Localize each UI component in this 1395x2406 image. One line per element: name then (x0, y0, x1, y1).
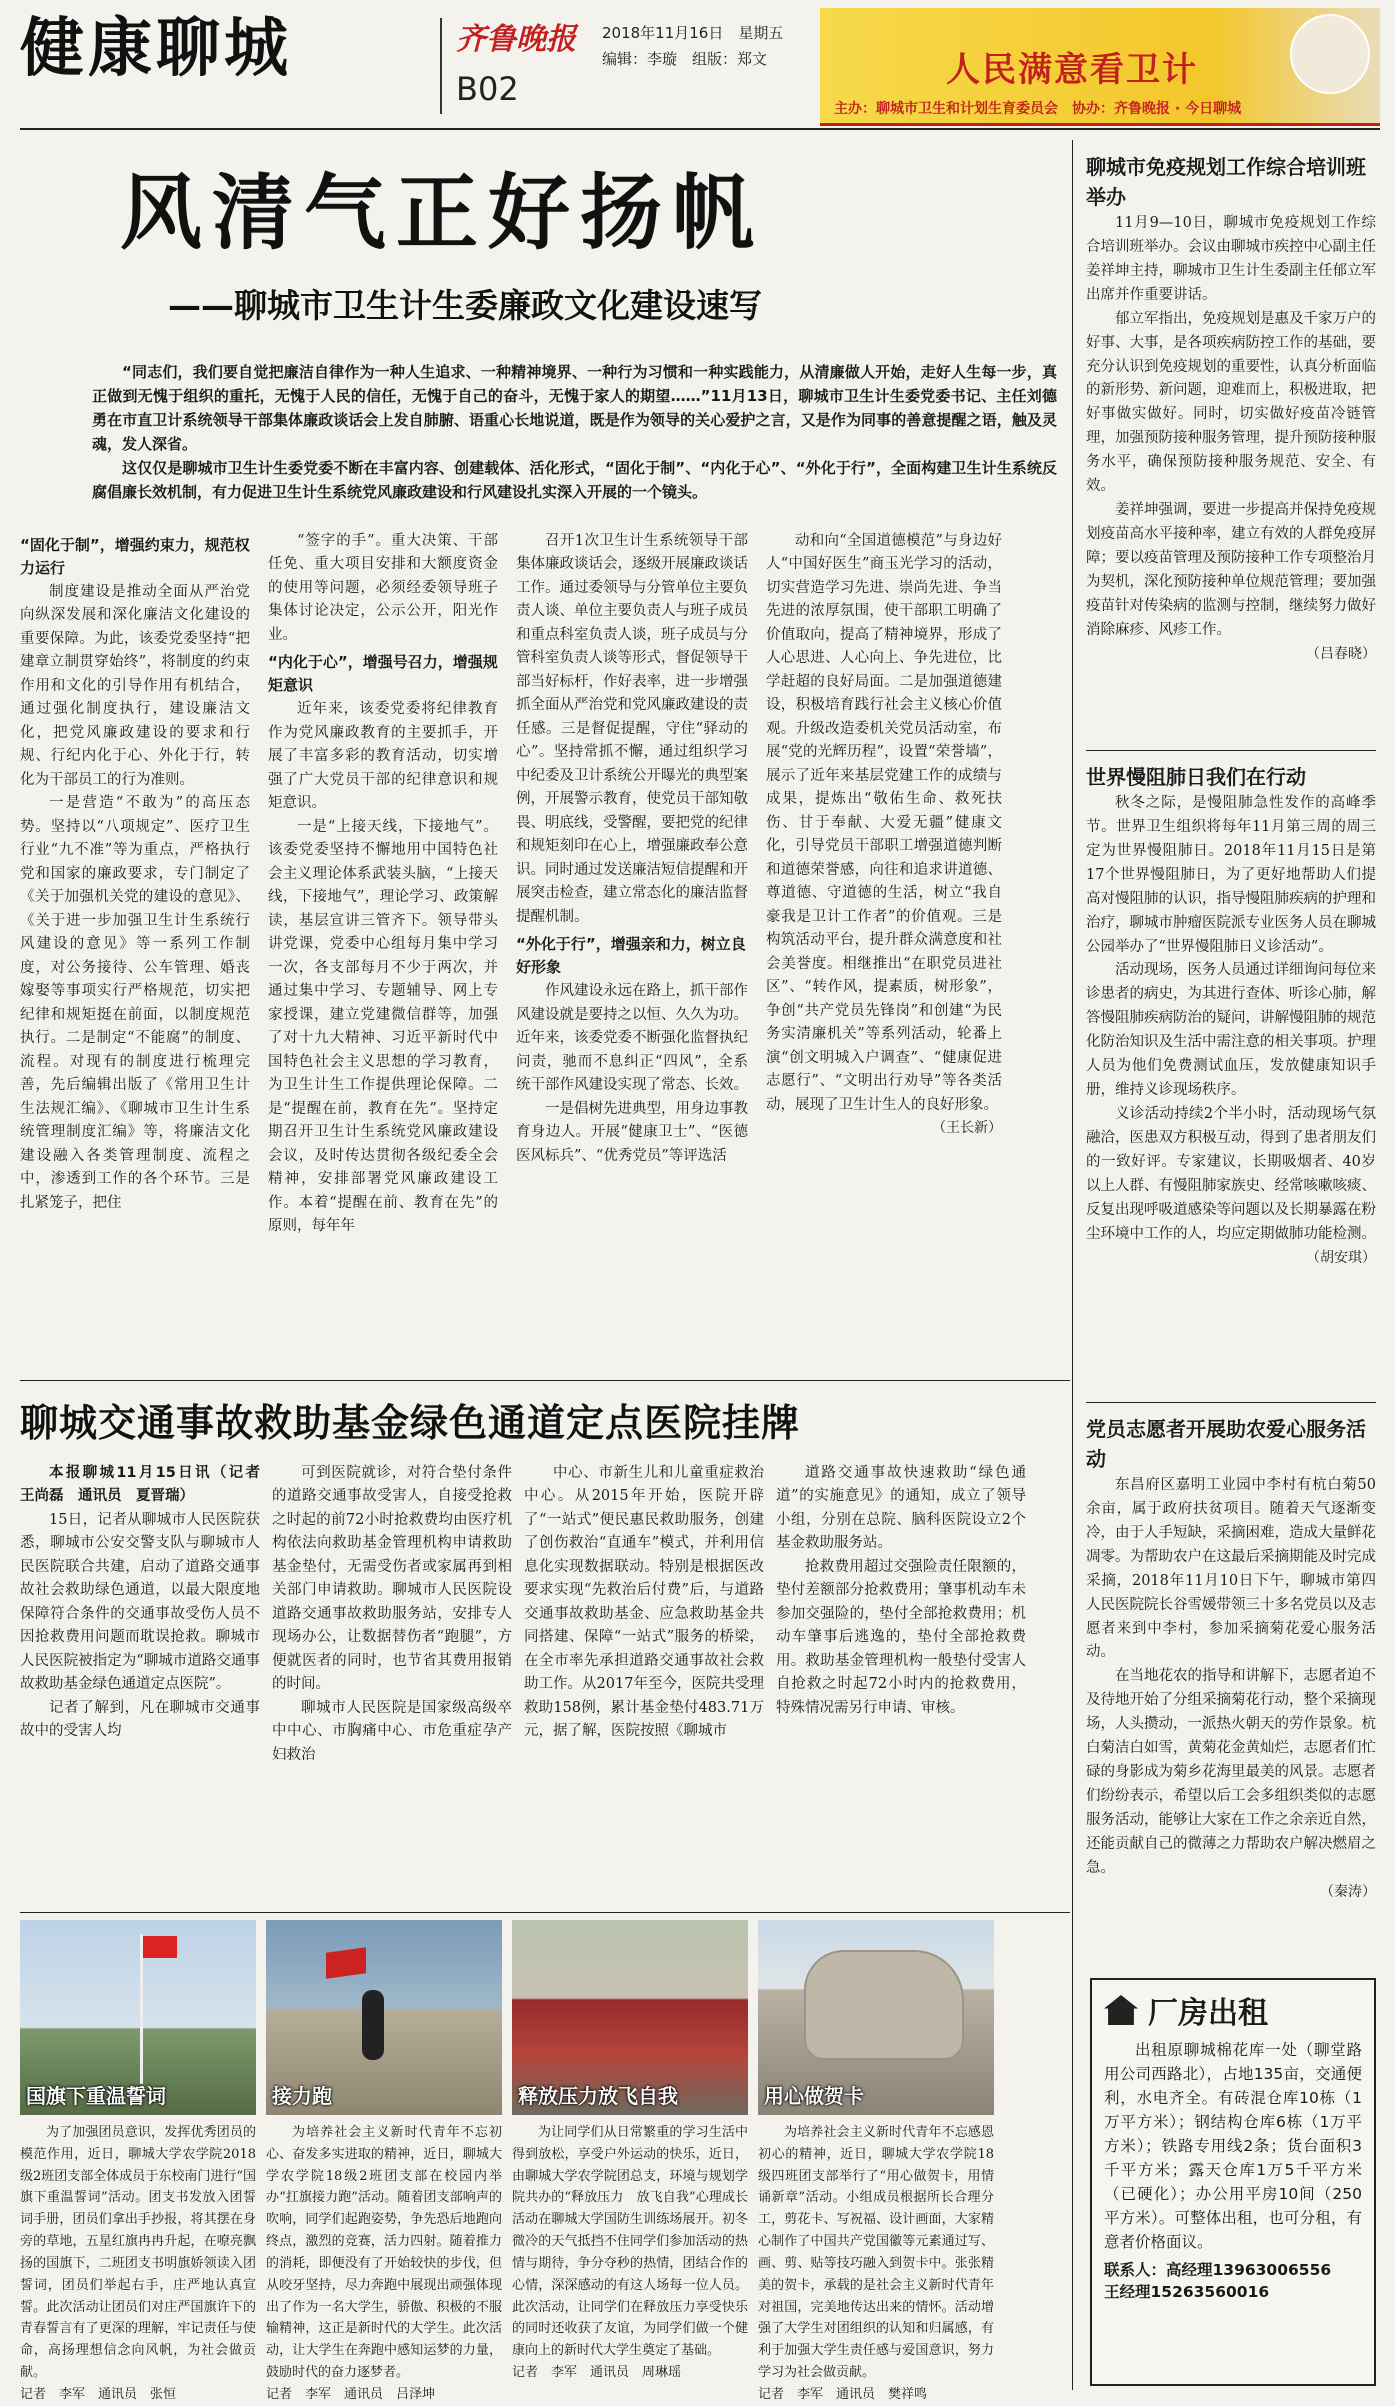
body-paragraph: 在当地花农的指导和讲解下，志愿者迫不及待地开始了分组采摘菊花行动，整个采摘现场，人头攒动，一派热火朝天的劳作景象。杭白菊洁白如雪，黄菊花金黄灿烂，志愿者们忙碌的身影成为菊乡花海里最美的风景。志愿者们纷纷表示，希望以后工会多组织类似的志愿服务活动，能够让大家在工作之余亲近自然，还能贡献自己的微薄之力帮助农户解决燃眉之急。 (1086, 1668, 1376, 1876)
lead-intro (92, 360, 1057, 504)
photo-relay (266, 1920, 502, 2115)
body-paragraph: 一是倡树先进典型，用身边事教育身边人。开展“健康卫士”、“医德医风标兵”、“优秀党员”等评选活 (516, 1100, 748, 1164)
editor-line: 编辑：李璇 组版：郑文 (602, 50, 768, 68)
photo-paragraph: 为让同学们从日常繁重的学习生活中得到放松，享受户外运动的快乐，近日，由聊城大学农学院团总支，环境与规划学院共办的“释放压力 放飞自我”心理成长活动在聊城大学国防生训练场展开。初冬微冷的天气抵挡不住同学们参加活动的热情与期待，争分夺秒的热情，团结合作的心情，深深感动的有这人场每一位人员。此次活动，让同学们在释放压力享受快乐的同时还收获了友谊，为同学们做一个健康向上的新时代大学生奠定了基础。 (512, 2125, 748, 2359)
nurse-figure (1290, 14, 1370, 94)
banner-title: 人民满意看卫计 (946, 50, 1198, 90)
second-headline: 聊城交通事故救助基金绿色通道定点医院挂牌 (20, 1401, 801, 1445)
lead-headline: 风清气正好扬帆 (120, 165, 765, 261)
sidebar-rule (1072, 140, 1073, 2390)
body-paragraph: 一是“上接天线，下接地气”。该委党委坚持不懈地用中国特色社会主义理论体系武装头脑，“上接天线，下接地气”，理论学习、政策解读，基层宣讲三管齐下。领导带头讲党课，党委中心组每月集中学习一次，各支部每月不少于两次，并通过集中学习、专题辅导、网上专家授课，建立党建微信群等，加强了对十九大精神、习近平新时代中国特色社会主义思想的学习教育，为卫生计生工作提供理论保障。二是“提醒在前，教育在先”。坚持定期召开卫生计生系统党风廉政建设会议，及时传达贯彻各级纪委全会精神，安排部署党风廉政建设工作。本着“提醒在前、教育在先”的原则，每年年 (268, 818, 498, 1235)
ad-contact: 王经理15263560016 (1104, 2283, 1270, 2302)
photo-card (758, 1920, 994, 2115)
runner-graphic (362, 1990, 384, 2060)
byline: （胡安琪） (1306, 1249, 1376, 1266)
sidebar-divider (1086, 750, 1376, 751)
banner (820, 8, 1380, 126)
photo-group (512, 1920, 748, 2115)
flag-graphic (143, 1936, 177, 1958)
banner-sub: 主办：聊城市卫生和计划生育委员会 协办：齐鲁晚报 · 今日聊城 (834, 101, 1242, 117)
body-paragraph: 道路交通事故快速救助“绿色通道”的实施意见》的通知，成立了领导小组，分别在总院、脑科医院设立2个基金救助服务站。 (776, 1465, 1026, 1552)
section-rule (20, 1912, 1070, 1913)
photo-text-1 (20, 2122, 256, 2402)
lead-subhead: “外化于行”，增强亲和力，树立良好形象 (516, 935, 746, 976)
photo-caption: 释放压力放飞自我 (518, 2084, 678, 2108)
red-flag-graphic (326, 1947, 366, 1979)
section-title: 健康聊城 (20, 12, 292, 86)
classified-ad (1090, 1978, 1376, 2386)
ad-body: 出租原聊城棉花库一处（聊堂路用公司西路北），占地135亩，交通便利，水电齐全。有砖混仓库10栋（1万平方米）；钢结构仓库6栋（1万平方米）；铁路专用线2条；货台面积3千平方米；露天仓库1万5千平方米（已硬化）；办公用平房10间（250平方米）。可整体出租，也可分租，有意者价格面议。 (1104, 2041, 1362, 2252)
lead-subhead: “固化于制”，增强约束力，规范权力运行 (20, 536, 250, 577)
body-paragraph: 11月9—10日，聊城市免疫规划工作综合培训班举办。会议由聊城市疾控中心副主任姜祥坤主持，聊城市卫生计生委副主任郁立军出席并作重要讲话。 (1086, 215, 1376, 303)
intro-paragraph: “同志们，我们要自觉把廉洁自律作为一种人生追求、一种精神境界、一种行为习惯和一种实践能力，从清廉做人开始，走好人生每一步，真正做到无愧于组织的重托，无愧于人民的信任，无愧于自己的奋斗，无愧于家人的期望……”11月13日，聊城市卫生计生委党委书记、主任刘德勇在市直卫计系统领导干部集体廉政谈话会上发自肺腑、语重心长地说道，既是作为领导的关心爱护之言，又是作为同事的善意提醒之语，触及灵魂，发人深省。 (92, 363, 1057, 453)
photo-credit: 记者 李军 通讯员 张恒 (20, 2386, 177, 2402)
sidebar-story-immunization (1086, 146, 1376, 746)
lead-subhead: “内化于心”，增强号召力，增强规矩意识 (268, 653, 498, 694)
second-column-1 (20, 1462, 275, 1902)
photo-paragraph: 为了加强团员意识，发挥优秀团员的模范作用，近日，聊城大学农学院2018级2班团支部全体成员于东校南门进行“国旗下重温誓词”活动。团支书发放入团誓词手册，团员们拿出手抄报，将其摆在身旁的草地，五星红旗冉冉升起，在嘹亮飘扬的国旗下，二班团支书明旗娇领读入团誓词，团员们举起右手，庄严地认真宣誓。此次活动让团员们对庄严国旗许下的青春誓言有了更深的理解，牢记责任与使命，高扬理想信念向风帆，为社会做贡献。 (20, 2125, 256, 2381)
photo-text-4 (758, 2122, 994, 2402)
ad-title-text: 厂房出租 (1148, 1996, 1268, 2031)
rock-graphic (804, 1950, 964, 2060)
photo-caption: 用心做贺卡 (764, 2084, 864, 2108)
body-paragraph: 郁立军指出，免疫规划是惠及千家万户的好事、大事，是各项疾病防控工作的基础，要充分认识到免疫规划的重要性，认真分析面临的新形势、新问题，迎难而上，积极进取，把好事做实做好。同时，切实做好疫苗冷链管理，加强预防接种服务管理，提升预防接种服务水平，确保预防接种服务规范、安全、有效。 (1086, 310, 1376, 495)
photo-caption: 接力跑 (272, 2084, 332, 2108)
photo-text-3 (512, 2122, 748, 2390)
photo-credit: 记者 李军 通讯员 樊祥鸣 (758, 2386, 928, 2402)
photo-credit: 记者 李军 通讯员 周琳瑶 (512, 2365, 682, 2381)
photo-caption: 国旗下重温誓词 (26, 2084, 166, 2108)
body-paragraph: 中心、市新生儿和儿童重症救治中心。从2015年开始，医院开辟了“一站式”便民惠民救助服务，创建了创伤救治“直通车”模式，并利用信息化实现数据联动。特别是根据医改要求实现“先救治后付费”后，与道路交通事故救助基金、应急救助基金共同搭建、保障“一站式”服务的桥梁，在全市率先承担道路交通事故社会救助工作。从2017年至今，医院共受理救助158例，累计基金垫付483.71万元，据了解，医院按照《聊城市 (524, 1465, 764, 1740)
photo-flag (20, 1920, 256, 2115)
lead-column-1 (20, 530, 250, 1370)
byline: （吕春晓） (1306, 645, 1376, 662)
body-paragraph: 一是营造“不敢为”的高压态势。坚持以“八项规定”、医疗卫生行业“九不准”等为重点，严格执行党和国家的廉政要求，专门制定了《关于加强机关党的建设的意见》、《关于进一步加强卫生计生系统行风建设的意见》等一系列工作制度，对公务接待、公车管理、婚丧嫁娶等事项实行严格规范，切实把纪律和规矩挺在前面，以制度规范执行。二是制定“不能腐”的制度、流程。对现有的制度进行梳理完善，先后编辑出版了《常用卫生计生法规汇编》、《聊城市卫生计生系统管理制度汇编》等，将廉洁文化建设融入各类管理制度、流程之中，渗透到工作的各个环节。三是扎紧笼子，把住 (20, 795, 250, 1211)
intro-paragraph: 这仅仅是聊城市卫生计生委党委不断在丰富内容、创建载体、活化形式，“固化于制”、“内化于心”、“外化于行”，全面构建卫生计生系统反腐倡廉长效机制，有力促进卫生计生系统党风廉政建设和行风建设扎实深入开展的一个镜头。 (92, 459, 1057, 501)
body-paragraph: 动和向“全国道德模范”与身边好人“中国好医生”商玉光学习的活动，切实营造学习先进、崇尚先进、争当先进的浓厚氛围，使干部职工明确了价值取向，提高了精神境界，形成了人心思进、人心向上、争先进位，比学赶超的良好局面。二是加强道德建设，积极培育践行社会主义核心价值观。升级改造委机关党员活动室，布展“党的光辉历程”，设置“荣誉墙”，展示了近年来基层党建工作的成绩与成果，提炼出“敬佑生命、救死扶伤、甘于奉献、大爱无疆”健康文化，引导党员干部职工增强道德判断和道德荣誉感，向往和追求讲道德、尊道德、守道德的生活，树立“我自豪我是卫计工作者”的价值观。三是构筑活动平台，提升群众满意度和社会美誉度。相继推出“在职党员进社区”、“转作风，提素质，树形象”，争创“共产党员先锋岗”和创建“为民务实清廉机关”等系列活动，轮番上演“创文明城入户调查”、“健康促进志愿行”、“文明出行劝导”等各类活动，展现了卫生计生人的良好形象。 (766, 533, 1002, 1113)
body-paragraph: 姜祥坤强调，要进一步提高并保持免疫规划疫苗高水平接种率，建立有效的人群免疫屏障；要以疫苗管理及预防接种工作专项整治月为契机，深化预防接种单位规范管理；要加强疫苗针对传染病的监测与控制，继续努力做好消除麻疹、风疹工作。 (1086, 502, 1376, 638)
body-paragraph: 近年来，该委党委将纪律教育作为党风廉政教育的主要抓手，开展了丰富多彩的教育活动，切实增强了广大党员干部的纪律意识和规矩意识。 (268, 701, 498, 812)
paper-logo: 齐鲁晚报 (456, 22, 576, 57)
lead-subheadline: ——聊城市卫生计生委廉政文化建设速写 (168, 286, 762, 325)
lead-column-2 (268, 530, 498, 1370)
section-rule (20, 1380, 1070, 1381)
photo-paragraph: 为培养社会主义新时代青年不忘初心、奋发多实进取的精神，近日，聊城大学农学院18级2班团支部在校园内举办“扛旗接力跑”活动。随着团支部响声的吹响，同学们起跑姿势，争先恐后地跑向终点，激烈的竞赛，活力四射。随着推力的消耗，即便没有了开始较快的步伐，但从咬牙坚持，尽力奔跑中展现出顽强体现出了作为一名大学生，骄傲、积极的不服输精神，这正是新时代的大学生。此次活动，让大学生在奔跑中感知运梦的力量，鼓励时代的奋力逐梦者。 (266, 2125, 502, 2381)
house-icon (1104, 1995, 1138, 2025)
body-paragraph: 召开1次卫生计生系统领导干部集体廉政谈话会，逐级开展廉政谈话工作。通过委领导与分管单位主要负责人谈、单位主要负责人与班子成员和重点科室负责人谈，班子成员与分管科室负责人谈等形式，督促领导干部当好标杆，作好表率，进一步增强抓全面从严治党和党风廉政建设的责任感。三是督促提醒，守住“驿动的心”。坚持常抓不懈，通过组织学习中纪委及卫计系统公开曝光的典型案例，开展警示教育，使党员干部知敬畏、明底线，受警醒，要把党的纪律和规矩刻印在心上，增强廉政奉公意识。同时通过发送廉洁短信提醒和开展突击检查，建立常态化的廉洁监督提醒机制。 (516, 533, 748, 925)
byline: （王长新） (932, 1120, 1002, 1137)
sidebar-story-volunteers (1086, 1408, 1376, 1968)
body-paragraph: 制度建设是推动全面从严治党向纵深发展和深化廉洁文化建设的重要保障。为此，该委党委坚持“把建章立制贯穿始终”，将制度的约束作用和文化的引导作用有机结合，通过强化制度执行，建设廉洁文化，把党风廉政建设的要求和行规、行纪内化于心、外化于行，转化为干部员工的行为准则。 (20, 584, 250, 788)
dateline: 本报聊城11月15日讯（记者 王尚磊 通讯员 夏晋瑞） (20, 1465, 275, 1505)
body-paragraph: 作风建设永远在路上，抓干部作风建设就是要持之以恒、久久为功。近年来，该委党委不断强化监督执纪问责，驰而不息纠正“四风”，全系统干部作风建设实现了常态、长效。 (516, 983, 748, 1094)
sidebar-headline: 聊城市免疫规划工作综合培训班举办 (1086, 155, 1366, 209)
body-paragraph: 可到医院就诊，对符合垫付条件的道路交通事故受害人，自接受抢救之时起的前72小时抢救费均由医疗机构依法向救助基金管理机构申请救助基金垫付，无需受伤者或家属再到相关部门申请救助。聊城市人民医院设道路交通事故救助服务站，安排专人现场办公，让数据替伤者“跑腿”，方便就医者的同时，也节省其费用报销的时间。 (272, 1465, 512, 1693)
sidebar-headline: 党员志愿者开展助农爱心服务活动 (1086, 1417, 1366, 1471)
body-paragraph: 义诊活动持续2个半小时，活动现场气氛融洽，医患双方积极互动，得到了患者朋友们的一致好评。专家建议，长期吸烟者、40岁以上人群、有慢阻肺家族史、经常咳嗽咳痰、反复出现呼吸道感染等问题以及长期暴露在粉尘环境中工作的人，均应定期做肺功能检测。 (1086, 1105, 1376, 1242)
second-column-2 (272, 1462, 512, 1902)
ad-title (1104, 1988, 1362, 2032)
sidebar-story-copd (1086, 756, 1376, 1396)
photo-text-2 (266, 2122, 502, 2402)
second-column-4 (776, 1462, 1026, 1902)
second-column-3 (524, 1462, 764, 1902)
sidebar-divider (1086, 1402, 1376, 1403)
ad-contact: 联系人：高经理13963006556 (1104, 2261, 1332, 2280)
body-paragraph: 东昌府区嘉明工业园中李村有杭白菊50余亩，属于政府扶贫项目。随着天气逐渐变冷，由于人手短缺，采摘困难，造成大量鲜花凋零。为帮助农户在这最后采摘期能及时完成采摘，2018年11月10日下午，聊城市第四人民医院院长谷雪媛带领三十多名党员以及志愿者来到中李村，参加采摘菊花爱心服务活动。 (1086, 1477, 1376, 1661)
sidebar-headline: 世界慢阻肺日我们在行动 (1086, 765, 1306, 789)
issue-date: 2018年11月16日 星期五 (602, 24, 784, 42)
body-paragraph: “签字的手”。重大决策、干部任免、重大项目安排和大额度资金的使用等问题，必须经委领导班子集体讨论决定，公示公开，阳光作业。 (268, 533, 498, 643)
masthead (20, 8, 1380, 124)
body-paragraph: 聊城市人民医院是国家级高级卒中中心、市胸痛中心、市危重症孕产妇救治 (272, 1699, 512, 1763)
lead-column-4 (766, 530, 1002, 1370)
header-divider (440, 18, 442, 114)
body-paragraph: 记者了解到，凡在聊城市交通事故中的受害人均 (20, 1699, 260, 1740)
body-paragraph: 秋冬之际，是慢阻肺急性发作的高峰季节。世界卫生组织将每年11月第三周的周三定为世界慢阻肺日。2018年11月15日是第17个世界慢阻肺日，为了更好地帮助人们提高对慢阻肺的认识，指导慢阻肺疾病的护理和治疗，聊城市肿瘤医院派专业医务人员在聊城公园举办了“世界慢阻肺日义诊活动”。 (1086, 795, 1376, 955)
byline: （秦涛） (1320, 1883, 1376, 1900)
photo-paragraph: 为培养社会主义新时代青年不忘感恩初心的精神，近日，聊城大学农学院18级四班团支部举行了“用心做贺卡，用情诵新章”活动。小组成员根据所长合理分工，剪花卡、写祝福、设计画面，大家精心制作了中国共产党国徽等元素通过写、画、剪、贴等技巧融入到贺卡中。张张精美的贺卡，承载的是社会主义新时代青年对祖国，完美地传达出来的情怀。活动增强了大学生对团组织的认知和归属感，有利于加强大学生责任感与爱国意识，努力学习为社会做贡献。 (758, 2125, 994, 2381)
page-number: B02 (456, 70, 519, 108)
body-paragraph: 活动现场，医务人员通过详细询问每位来诊患者的病史，为其进行查体、听诊心肺，解答慢阻肺疾病防治的疑问，讲解慢阻肺的规范化防治知识及生活中需注意的相关事项。护理人员为他们免费测试血压，发放健康知识手册，维持义诊现场秩序。 (1086, 962, 1376, 1099)
lead-column-3 (516, 530, 748, 1370)
body-paragraph: 15日，记者从聊城市人民医院获悉，聊城市公安交警支队与聊城市人民医院联合共建，启动了道路交通事故社会救助绿色通道，以最大限度地保障符合条件的交通事故受伤人员不因抢救费用问题而耽误抢救。聊城市人民医院被指定为“聊城市道路交通事故救助基金绿色通道定点医院”。 (20, 1511, 260, 1693)
body-paragraph: 抢救费用超过交强险责任限额的，垫付差额部分抢救费用；肇事机动车未参加交强险的，垫付全部抢救费用；机动车肇事后逃逸的，垫付全部抢救费用。救助基金管理机构一般垫付受害人自抢救之时起72小时内的抢救费用，特殊情况需另行申请、审核。 (776, 1558, 1026, 1716)
photo-credit: 记者 李军 通讯员 吕泽坤 (266, 2386, 436, 2402)
header-rule (20, 128, 1380, 130)
